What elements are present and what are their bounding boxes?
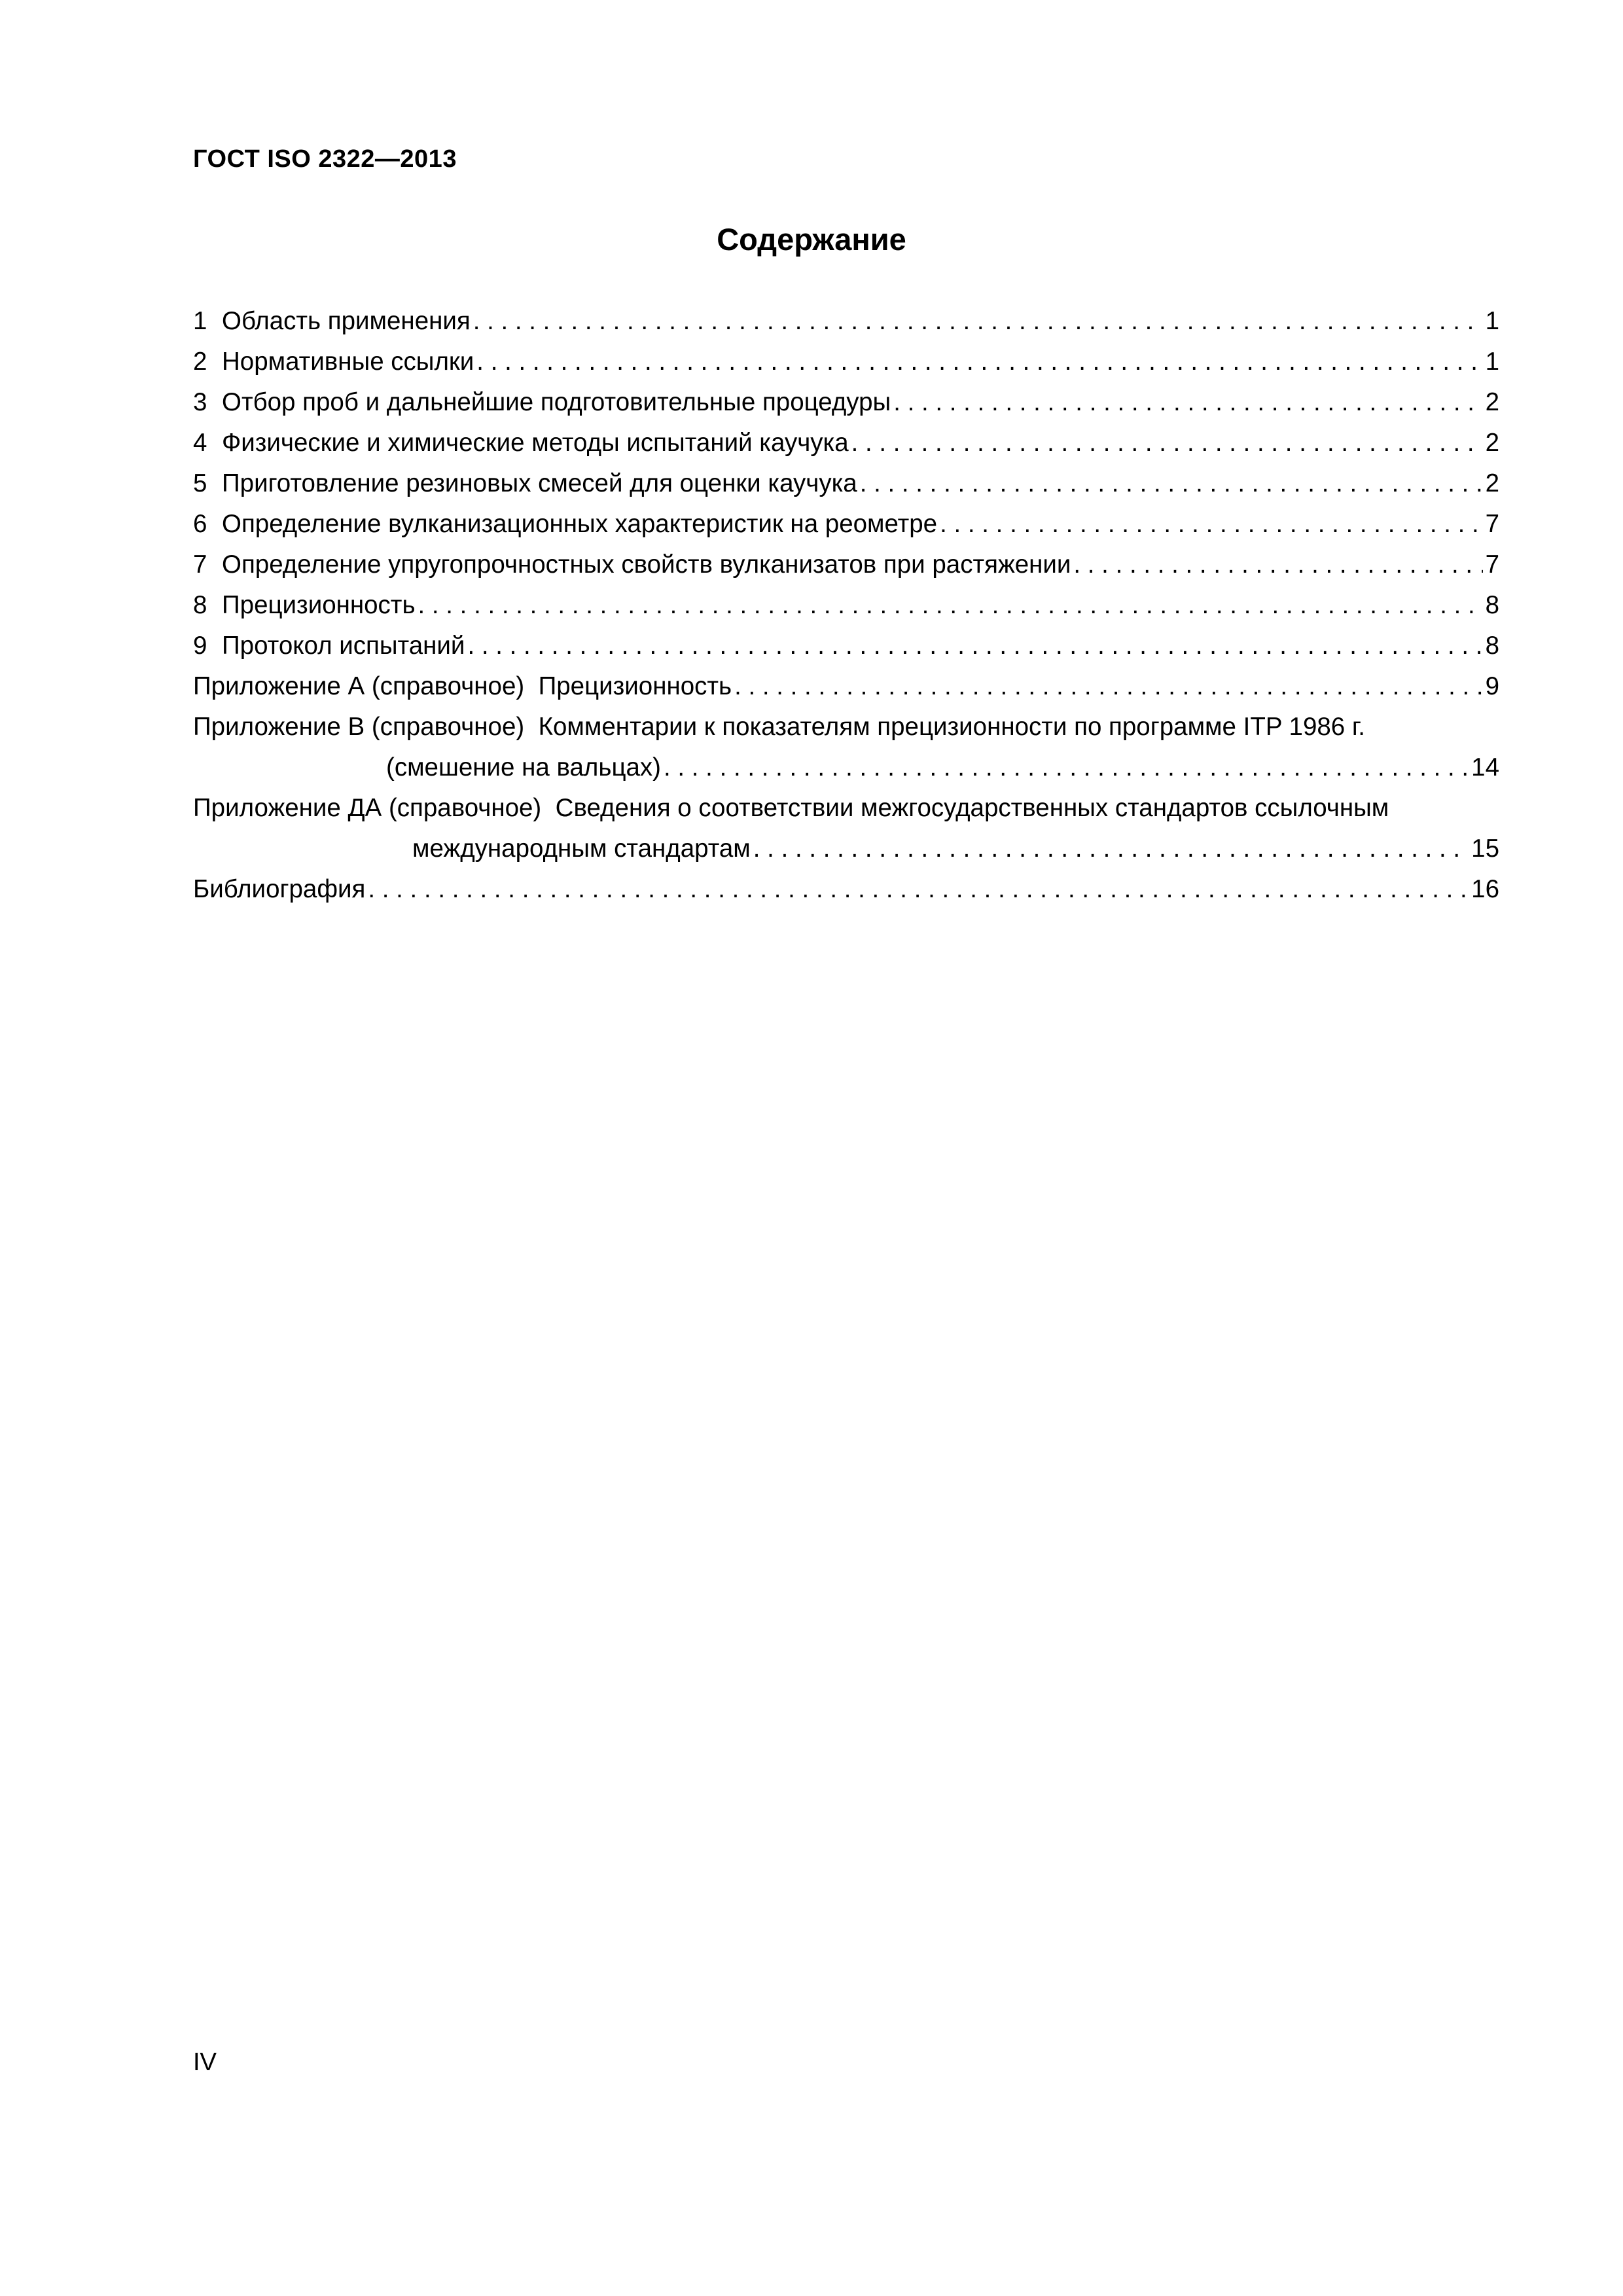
toc-entry-title: Библиография <box>193 875 366 903</box>
annex-label: Приложение А (справочное) <box>193 672 525 700</box>
toc-title: Содержание <box>717 222 906 257</box>
dot-leader <box>368 869 1469 910</box>
page-number: IV <box>193 2049 217 2076</box>
dot-leader <box>473 301 1483 342</box>
toc-entry-page: 14 <box>1471 753 1499 781</box>
toc-entry-page: 9 <box>1485 672 1499 700</box>
toc-entry-3[interactable] <box>193 382 1499 423</box>
dot-leader <box>940 504 1482 545</box>
table-of-contents <box>193 301 1499 910</box>
toc-entry-page: 2 <box>1485 469 1499 497</box>
toc-entry-9[interactable] <box>193 626 1499 666</box>
toc-entry-title: Нормативные ссылки <box>222 348 474 376</box>
annex-title-line2: международным стандартам <box>412 834 751 863</box>
annex-label: Приложение В (справочное) <box>193 713 525 741</box>
dot-leader <box>753 829 1469 869</box>
toc-entry-page: 8 <box>1485 632 1499 660</box>
toc-annex-a[interactable] <box>193 666 1499 707</box>
toc-entry-4[interactable] <box>193 423 1499 463</box>
toc-entry-title: Область применения <box>222 307 471 335</box>
toc-entry-title: Физические и химические методы испытаний каучука <box>222 429 849 457</box>
toc-entry-title: Протокол испытаний <box>222 632 465 660</box>
toc-entry-number: 6 <box>193 510 207 538</box>
annex-title-line1: Комментарии к показателям прецизионности по программе ITP 1986 г. <box>538 713 1365 741</box>
dot-leader <box>860 463 1483 504</box>
toc-entry-page: 1 <box>1485 307 1499 335</box>
toc-entry-title: Определение вулканизационных характеристик на реометре <box>222 510 938 538</box>
toc-entry-page: 8 <box>1485 591 1499 619</box>
toc-entry-1[interactable] <box>193 301 1499 342</box>
dot-leader <box>734 666 1482 707</box>
toc-entry-page: 7 <box>1485 510 1499 538</box>
toc-entry-page: 1 <box>1485 348 1499 376</box>
annex-label: Приложение ДА (справочное) <box>193 794 542 822</box>
dot-leader <box>1073 545 1482 585</box>
toc-entry-page: 2 <box>1485 388 1499 416</box>
toc-entry-title: Определение упругопрочностных свойств вулканизатов при растяжении <box>222 550 1071 579</box>
document-designation: ГОСТ ISO 2322—2013 <box>193 145 457 173</box>
toc-entry-number: 9 <box>193 632 207 660</box>
toc-entry-number: 2 <box>193 348 207 376</box>
toc-entry-2[interactable] <box>193 342 1499 382</box>
toc-entry-page: 7 <box>1485 550 1499 579</box>
toc-entry-7[interactable] <box>193 545 1499 585</box>
toc-entry-title: Приготовление резиновых смесей для оценки каучука <box>222 469 857 497</box>
toc-entry-8[interactable] <box>193 585 1499 626</box>
toc-entry-number: 4 <box>193 429 207 457</box>
toc-entry-number: 8 <box>193 591 207 619</box>
annex-title-line2: (смешение на вальцах) <box>386 753 661 781</box>
toc-bibliography[interactable] <box>193 869 1499 910</box>
annex-title-line1: Сведения о соответствии межгосударственных стандартов ссылочным <box>555 794 1389 822</box>
annex-title: Прецизионность <box>538 672 732 700</box>
toc-entry-number: 5 <box>193 469 207 497</box>
toc-entry-number: 1 <box>193 307 207 335</box>
toc-annex-b[interactable] <box>193 707 1499 788</box>
toc-entry-page: 2 <box>1485 429 1499 457</box>
dot-leader <box>851 423 1483 463</box>
toc-entry-6[interactable] <box>193 504 1499 545</box>
toc-entry-number: 3 <box>193 388 207 416</box>
toc-entry-title: Прецизионность <box>222 591 416 619</box>
toc-entry-5[interactable] <box>193 463 1499 504</box>
dot-leader <box>476 342 1482 382</box>
toc-entry-number: 7 <box>193 550 207 579</box>
toc-entry-title: Отбор проб и дальнейшие подготовительные процедуры <box>222 388 891 416</box>
toc-entry-page: 15 <box>1471 834 1499 863</box>
toc-entry-page: 16 <box>1471 875 1499 903</box>
dot-leader <box>893 382 1482 423</box>
dot-leader <box>467 626 1482 666</box>
dot-leader <box>418 585 1483 626</box>
dot-leader <box>664 747 1469 788</box>
toc-annex-da[interactable] <box>193 788 1499 869</box>
